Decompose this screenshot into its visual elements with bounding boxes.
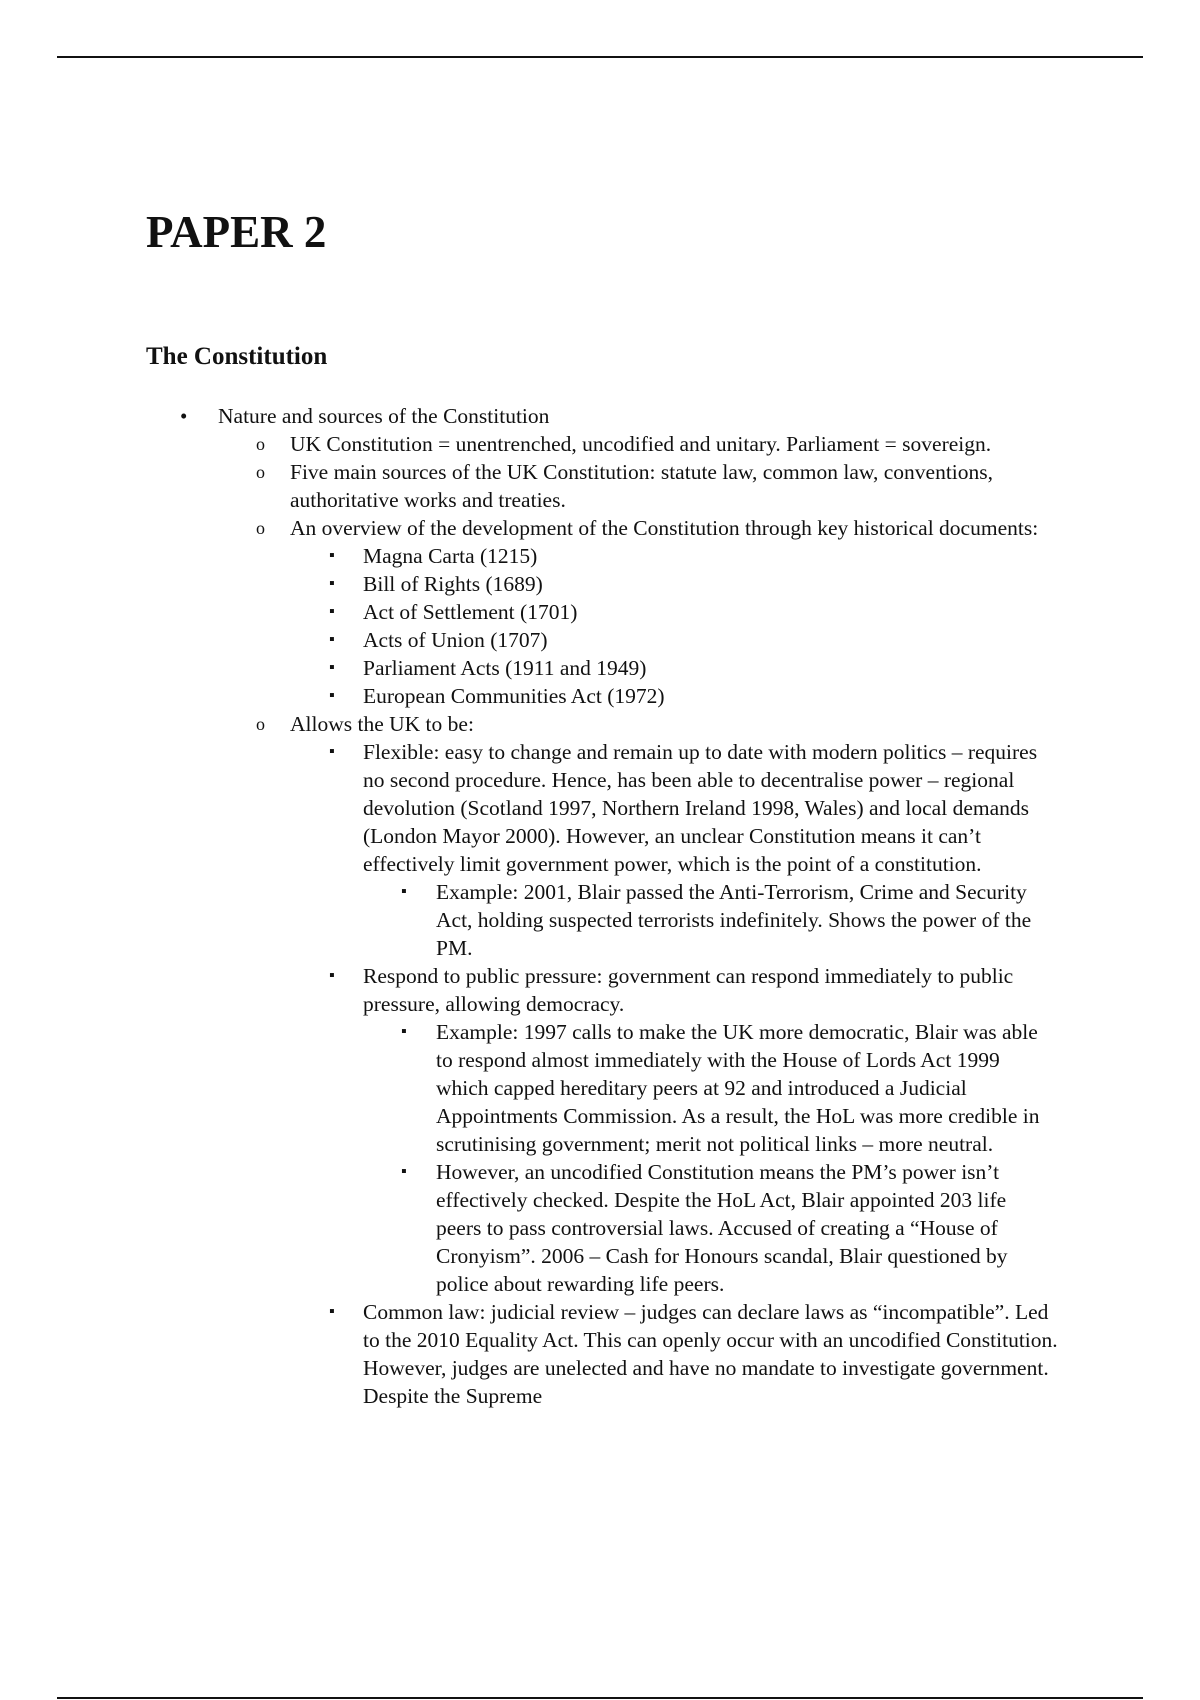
list-item-text: Respond to public pressure: government can respond immediately to public pressure, allowing democracy.: [363, 964, 1014, 1016]
list-item-text: Five main sources of the UK Constitution: statute law, common law, conventions, authoritative works and treaties.: [290, 460, 994, 512]
square-bullet-icon: ▪: [329, 1303, 335, 1320]
bottom-rule: [57, 1697, 1143, 1699]
list-item-text: However, an uncodified Constitution means the PM’s power isn’t effectively checked. Despite the HoL Act, Blair appointed 203 life peers to pass controversial laws. Accused of creating a “House of Cronyism”. 2006 – Cash for Honours scandal, Blair questioned by police about rewarding life peers.: [436, 1160, 1008, 1296]
list-item-text: Parliament Acts (1911 and 1949): [363, 656, 647, 680]
square-bullet-icon: ▪: [329, 631, 335, 648]
list-item: [0, 878, 1056, 962]
bullet-icon: •: [180, 404, 188, 428]
list-item-text: Nature and sources of the Constitution: [218, 404, 550, 428]
list-item-text: European Communities Act (1972): [363, 684, 665, 708]
list-item-text: An overview of the development of the Constitution through key historical documents:: [290, 516, 1039, 540]
list-item-text: Flexible: easy to change and remain up to date with modern politics – requires no second procedure. Hence, has been able to decentralise power – regional devolution (Scotland 1997, Northern Ireland 1998, Wales) and local demands (London Mayor 2000). However, an unclear Constitution means it can’t effectively limit government power, which is the point of a constitution.: [363, 740, 1038, 876]
list-item-text: Bill of Rights (1689): [363, 572, 543, 596]
outline-list: [0, 402, 1200, 1410]
list-item: [0, 962, 1063, 1018]
list-item-text: Act of Settlement (1701): [363, 600, 578, 624]
square-bullet-icon: ▪: [329, 575, 335, 592]
list-item: [0, 1158, 1056, 1298]
list-item-text: Common law: judicial review – judges can declare laws as “incompatible”. Led to the 2010 Equality Act. This can openly occur with an uncodified Constitution. However, judges are unelected and have no mandate to investigate government. Despite the Supreme: [363, 1300, 1058, 1408]
circle-bullet-icon: o: [256, 518, 265, 538]
square-bullet-icon: ▪: [401, 1023, 407, 1040]
square-bullet-icon: ▪: [401, 883, 407, 900]
section-heading: The Constitution: [146, 343, 328, 370]
list-item: [0, 626, 1063, 654]
list-item: [0, 1018, 1056, 1158]
square-bullet-icon: ▪: [329, 743, 335, 760]
list-item-text: Allows the UK to be:: [290, 712, 474, 736]
square-bullet-icon: ▪: [329, 967, 335, 984]
list-item-text: Example: 1997 calls to make the UK more democratic, Blair was able to respond almost immediately with the House of Lords Act 1999 which capped hereditary peers at 92 and introduced a Judicial Appointments Commission. As a result, the HoL was more credible in scrutinising government; merit not political links – more neutral.: [436, 1020, 1040, 1156]
top-rule: [57, 56, 1143, 58]
square-bullet-icon: ▪: [329, 603, 335, 620]
circle-bullet-icon: o: [256, 434, 265, 454]
list-item: [0, 570, 1063, 598]
list-item: [0, 654, 1063, 682]
square-bullet-icon: ▪: [329, 659, 335, 676]
list-item: [0, 514, 1060, 542]
list-item-text: Acts of Union (1707): [363, 628, 548, 652]
list-item-text: Example: 2001, Blair passed the Anti-Terrorism, Crime and Security Act, holding suspected terrorists indefinitely. Shows the power of the PM.: [436, 880, 1032, 960]
list-item: [0, 458, 1060, 514]
list-item: [0, 710, 1060, 738]
list-item: [0, 682, 1063, 710]
list-item-text: Magna Carta (1215): [363, 544, 538, 568]
list-item: [0, 402, 1060, 430]
page-title: PAPER 2: [146, 207, 327, 257]
square-bullet-icon: ▪: [329, 687, 335, 704]
circle-bullet-icon: o: [256, 462, 265, 482]
list-item: [0, 542, 1063, 570]
list-item: [0, 598, 1063, 626]
list-item: [0, 430, 1060, 458]
list-item-text: UK Constitution = unentrenched, uncodified and unitary. Parliament = sovereign.: [290, 432, 992, 456]
square-bullet-icon: ▪: [401, 1163, 407, 1180]
circle-bullet-icon: o: [256, 714, 265, 734]
list-item: [0, 738, 1063, 878]
list-item: [0, 1298, 1063, 1410]
square-bullet-icon: ▪: [329, 547, 335, 564]
